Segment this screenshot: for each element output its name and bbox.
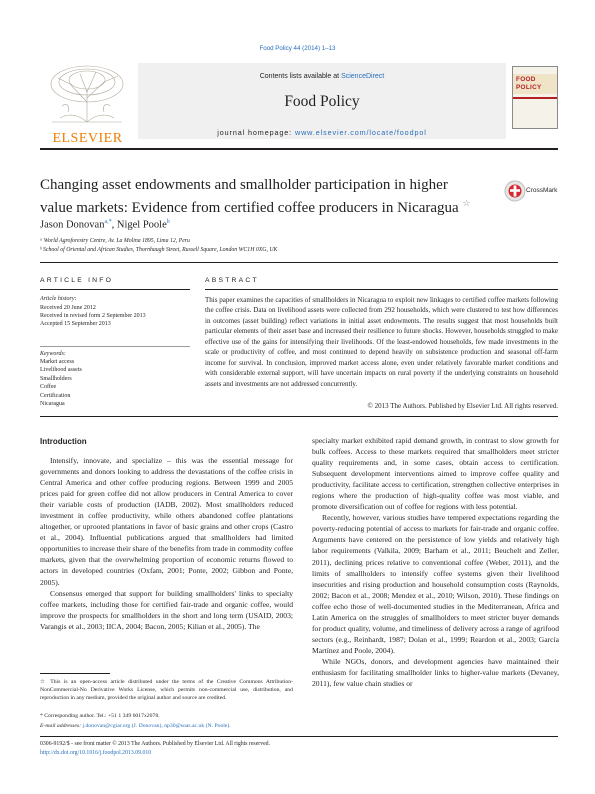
cover-title-line1: FOOD <box>516 76 536 83</box>
history-revised: Received in revised form 2 September 2013 <box>40 313 146 319</box>
email-label: E-mail addresses: <box>40 723 83 729</box>
journal-cover-thumbnail[interactable] <box>512 66 558 129</box>
cover-title-line2: POLICY <box>516 84 542 91</box>
keyword-item: Market access <box>40 359 75 365</box>
homepage-link[interactable]: www.elsevier.com/locate/foodpol <box>294 128 427 137</box>
affiliation-divider <box>40 262 558 263</box>
homepage-prefix: journal homepage: <box>217 128 295 137</box>
history-received: Received 20 June 2012 <box>40 305 96 311</box>
keywords-label: Keywords: <box>40 351 66 357</box>
header-divider <box>40 148 558 150</box>
contents-prefix: Contents lists available at <box>259 73 342 80</box>
keyword-item: Certification <box>40 393 71 399</box>
body-left-column <box>40 455 293 632</box>
cover-title <box>516 76 542 92</box>
author-donovan[interactable]: Jason Donovan <box>40 219 105 231</box>
footnote-rule <box>40 673 110 674</box>
body-paragraph: specialty market exhibited rapid demand growth, in contrast to slow growth for bulk coffees. Access to these markets required that smallholders meet stricter quality requirements and, in some cases, obtain access to certification. Subsequent development interventions aimed to improve coffee quality and productivity, facilitate access to certification, strengthen collective enterprises in regions where the production of high-quality coffee was most viable, and promote diversification out of coffee for regions with less potential. <box>312 436 559 512</box>
issn-front-matter: 0306-9192/$ - see front matter © 2013 The Authors. Published by Elsevier Ltd. All rights reserved. <box>40 741 271 747</box>
keyword-item: Livelihood assets <box>40 367 82 373</box>
corresponding-author-footnote: * Corresponding author. Tel.: +51 1 349 6017x2078. <box>40 713 160 719</box>
abstract-text: This paper examines the capacities of smallholders in Nicaragua to exploit new linkages to certified coffee markets following the coffee crisis. Data on livelihood assets were collected from 292 households, which were clustered to test how differences in outcomes (asset building) reflect variations in initial asset endowments. The results suggest that most households built particular elements of their asset base and increased their resilience to future shocks. However, households struggled to make effective use of the gains for intensifying their livelihoods. Of the least-endowed households, few made investments in the scale or productivity of coffee, and most continued to depend heavily on subsistence production and seasonal off-farm income for survival. In conclusion, improved market access alone, even under relatively favorable market conditions and with considerable external support, will have uncertain impacts on rural poverty if the underlying constraints on household assets and investments are not addressed concurrently. <box>205 296 558 388</box>
article-history-label: Article history: <box>40 296 77 302</box>
keywords-rule <box>40 346 190 347</box>
elsevier-wordmark[interactable]: ELSEVIER <box>52 131 123 146</box>
journal-citation[interactable]: Food Policy 44 (2014) 1–13 <box>259 45 336 52</box>
affiliation-a: ᵃ World Agroforestry Centre, Av. La Molina 1895, Lima 12, Peru <box>40 238 190 244</box>
email-addresses[interactable]: j.donovan@cgiar.org (J. Donovan), np30@soas.ac.uk (N. Poole). <box>82 723 231 729</box>
contents-available-line <box>138 73 506 80</box>
journal-name: Food Policy <box>284 93 360 110</box>
author-donovan-marks[interactable]: a,* <box>104 219 112 225</box>
author-poole[interactable]: Nigel Poole <box>116 219 167 231</box>
keyword-item: Smallholders <box>40 376 72 382</box>
open-access-footnote: ☆ This is an open-access article distributed under the terms of the Creative Commons Attribution-NonCommercial-No Derivative Works License, which permits non-commercial use, distribution, and reproduction in any medium, provided the original author and source are credited. <box>40 679 293 702</box>
history-accepted: Accepted 15 September 2013 <box>40 321 111 327</box>
keyword-item: Nicaragua <box>40 401 65 407</box>
abstract-heading: ABSTRACT <box>205 277 259 284</box>
crossmark-icon <box>504 180 526 202</box>
elsevier-tree-icon <box>40 62 135 128</box>
article-info-rule <box>40 289 190 290</box>
doi-link[interactable]: http://dx.doi.org/10.1016/j.foodpol.2013.09.010 <box>40 750 152 756</box>
article-info-heading: ARTICLE INFO <box>40 277 114 284</box>
elsevier-tree-logo <box>40 62 135 142</box>
body-right-column <box>312 435 559 689</box>
author-poole-marks[interactable]: b <box>166 219 170 225</box>
sciencedirect-link[interactable]: ScienceDirect <box>341 73 385 80</box>
title-footnote-mark[interactable]: ☆ <box>462 198 471 208</box>
body-paragraph: Consensus emerged that support for building smallholders' links to specialty coffee markets, including those for certified fair-trade and organic coffee, would improve the prospects for smallholders in the short and long term (USAID, 2003; Varangis et al., 2003; IICA, 2004; Bacon, 2005; Kilian et al., 2005). The <box>40 588 293 631</box>
author-list <box>40 219 170 231</box>
abstract-rule <box>205 289 558 290</box>
journal-homepage-line <box>138 128 506 137</box>
author-separator: , <box>111 219 117 231</box>
introduction-heading: Introduction <box>40 437 87 446</box>
body-paragraph: Intensify, innovate, and specialize – this was the essential message for governments and donors looking to address the devastations of the coffee crisis in Central America and other coffee producing regions. Between 1999 and 2005 prices paid for green coffee did not allow producers in Central America to cover their variable costs of production (IADB, 2002). Most smallholders reduced investment in coffee productivity, while others abandoned coffee plantations altogether, or uprooted plantations in favor of basic grains and other crops (Castro et al., 2004). Influential publications argued that smallholders had limited opportunities to increase their share of the benefits from trade in commodity coffee markets, given that the overwhelming proportion of economic returns flowed to actors in developed countries (Oxfam, 2001; Ponte, 2002; Gibbon and Ponte, 2005). <box>40 456 293 587</box>
crossmark-label[interactable]: CrossMark <box>526 187 558 194</box>
body-paragraph: Recently, however, various studies have tempered expectations regarding the poverty-reducing potential of access to markets for fair-trade and organic coffee. Arguments have centered on the persistence of low yields and relatively high labor requirements (Valkila, 2009; Barham et al., 2011; Beuchelt and Zeller, 2011), declining prices relative to conventional coffee (Weber, 2011), and the limits of smallholders to intensify coffee systems given their livelihood insecurities and rising production and household consumption costs (Raynolds, 2002; Bacon et al., 2008; Mendez et al., 2010; Wilson, 2010). These findings on coffee echo those of well-documented studies in the Mediterranean, Africa and Latin America on the struggles of smallholders to meet stricter buyer demands for product quality, volume, and timeliness of delivery across a range of agrifood sectors (e.g., Reinhardt, 1987; Dolan et al., 1999; Reardon et al., 2003; García Martínez and Poole, 2004). <box>312 513 559 655</box>
article-title <box>40 176 480 217</box>
copyright-notice: © 2013 The Authors. Published by Elsevier Ltd. All rights reserved. <box>367 402 558 410</box>
affiliation-b: ᵇ School of Oriental and African Studies, Thornhaugh Street, Russell Square, London WC1H 0XG, UK <box>40 247 278 253</box>
cover-stripe <box>513 97 557 99</box>
article-title-text: Changing asset endowments and smallholder participation in higher value markets: Evidence from certified coffee producers in Nicaragua <box>40 177 459 216</box>
email-footnote <box>40 722 293 730</box>
keyword-item: Coffee <box>40 384 57 390</box>
body-paragraph: While NGOs, donors, and development agencies have maintained their enthusiasm for facilitating smallholder links to higher-value markets (Devaney, 2011), few value chain studies or <box>312 656 559 689</box>
abstract-bottom-divider <box>40 416 558 417</box>
page-bottom-rule <box>40 736 558 737</box>
